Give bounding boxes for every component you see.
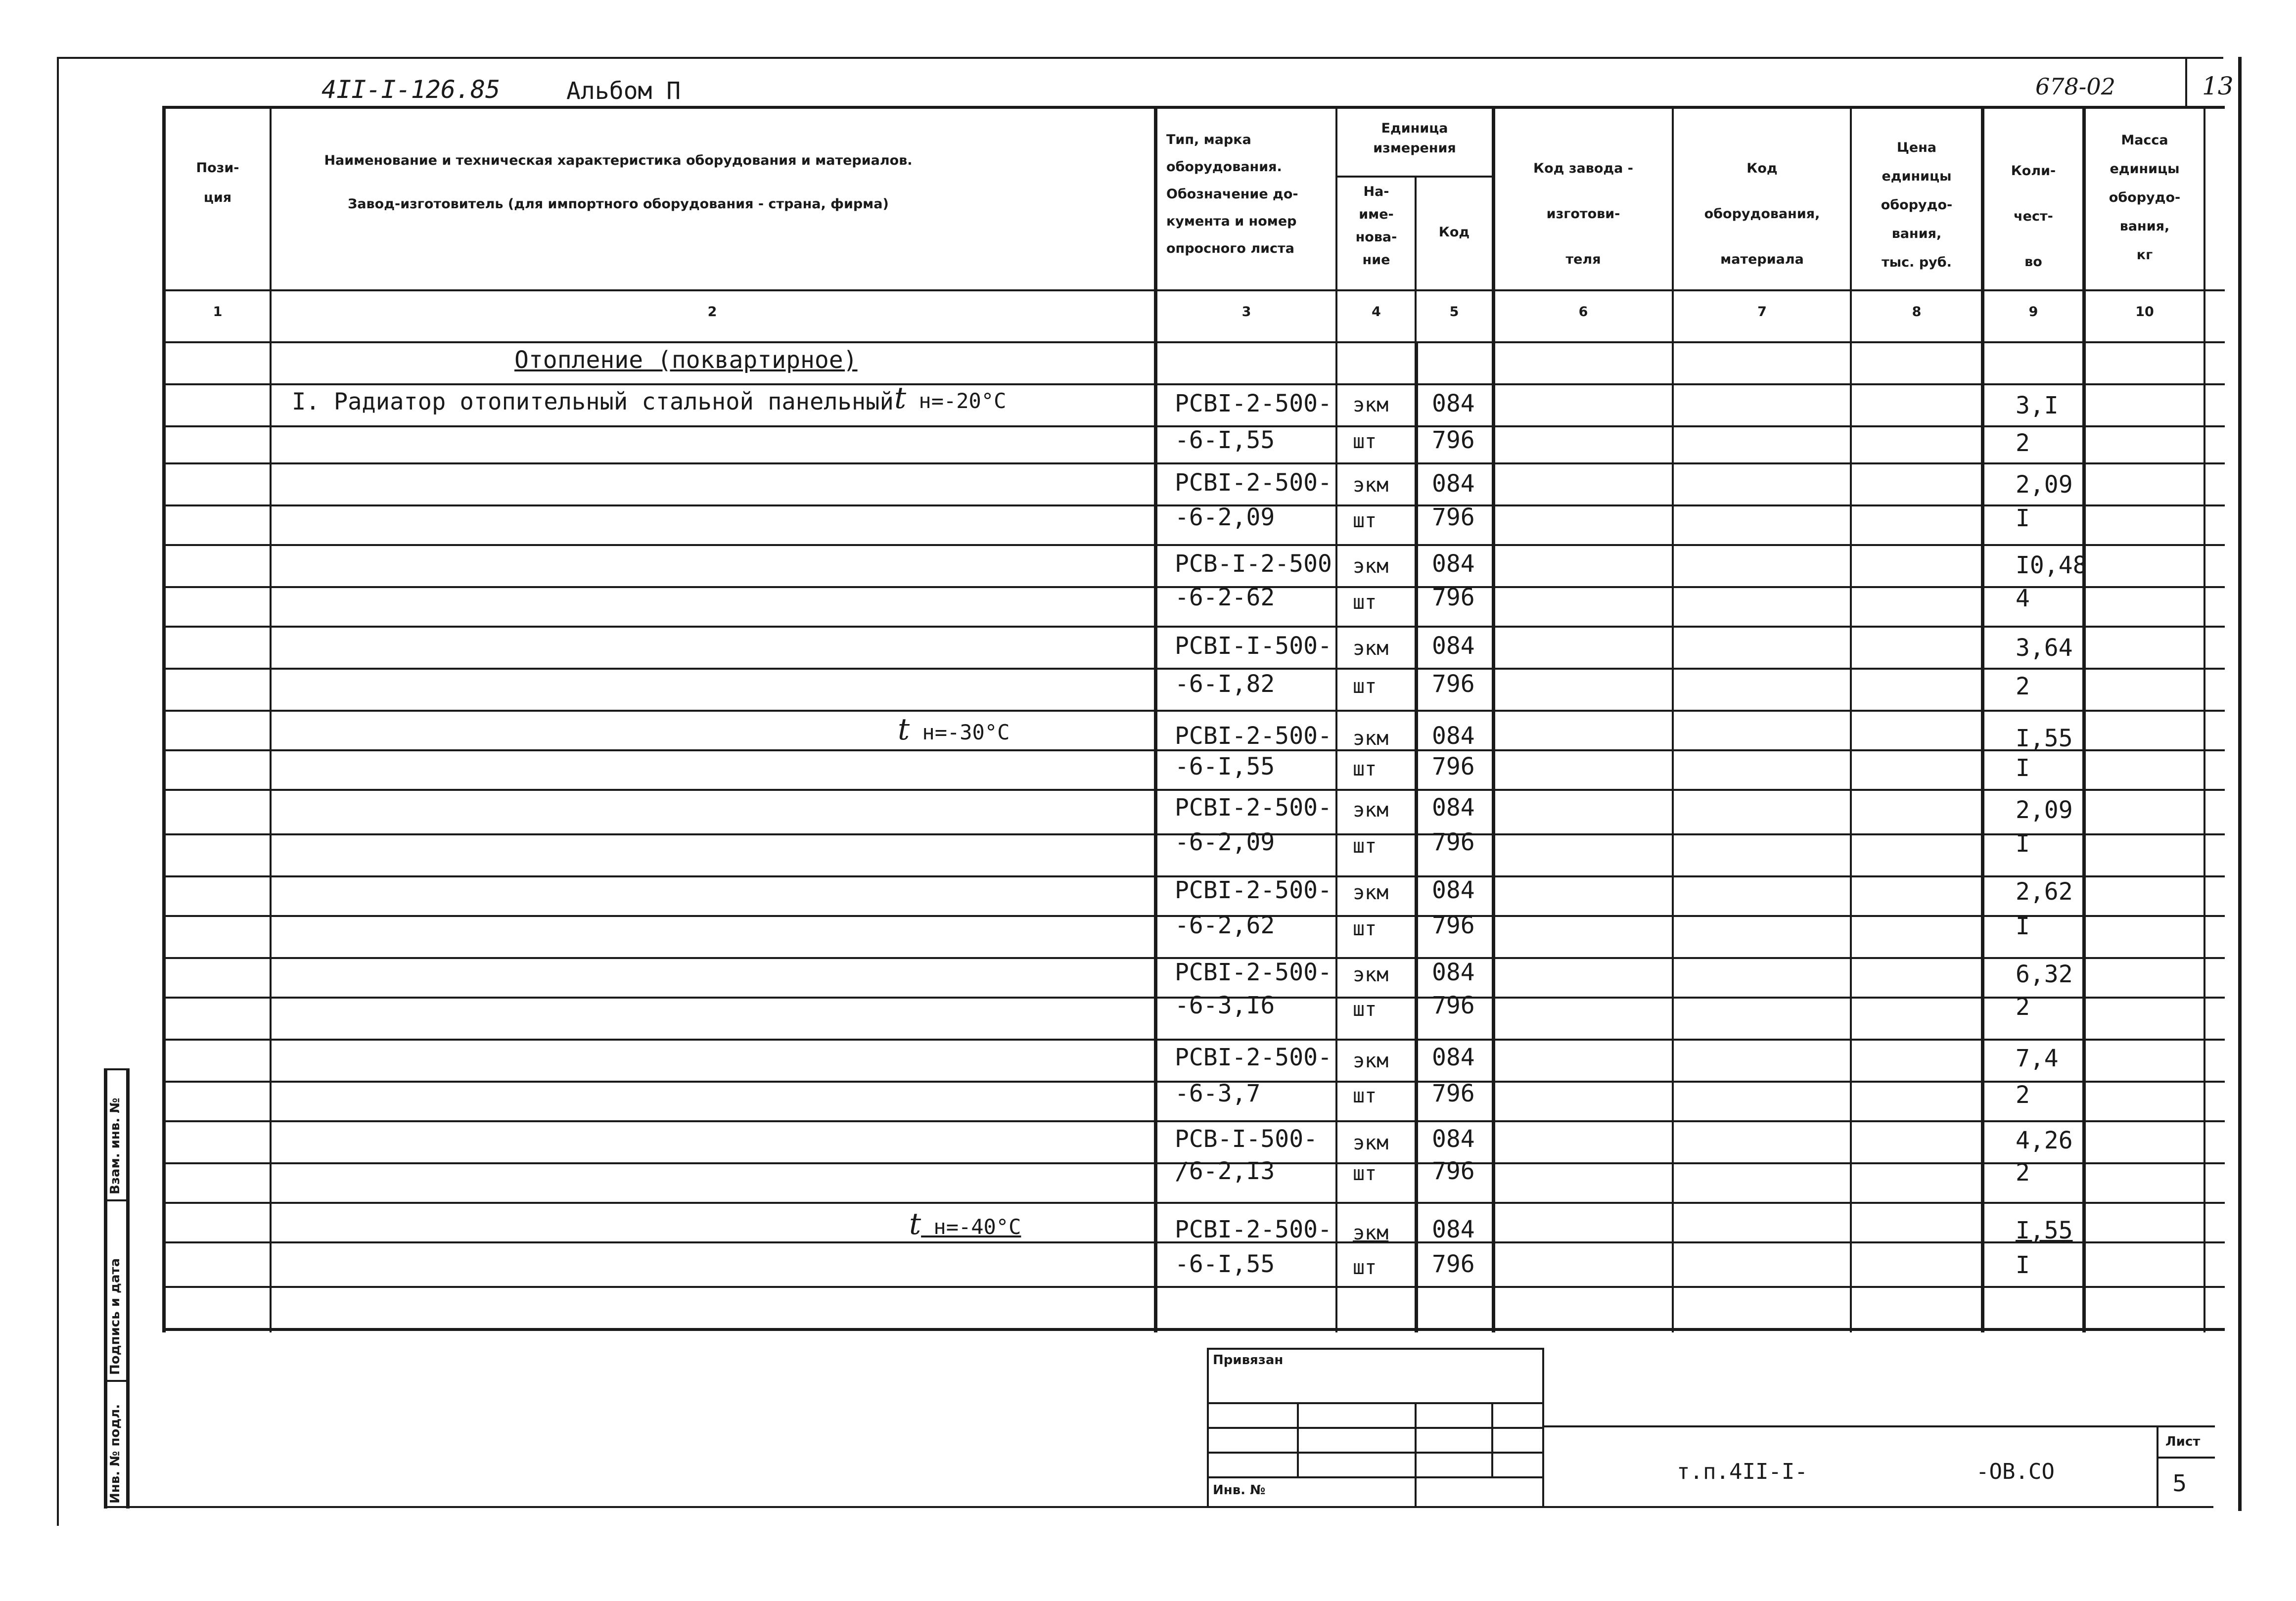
row-type: -6-I,55 [1175, 753, 1275, 780]
temp-symbol: t [909, 1207, 921, 1241]
row-unit: шт [1353, 675, 1377, 698]
row-qty: 2 [2016, 1159, 2030, 1187]
row-code: 084 [1432, 722, 1475, 750]
row-type: РСВI-2-500- [1175, 722, 1332, 750]
row-type: -6-2,09 [1175, 503, 1275, 531]
row-qty: 2,09 [2016, 796, 2073, 824]
temp-label-20 [894, 381, 1006, 415]
row-type: РСВI-2-500- [1175, 959, 1332, 986]
col-number-3: 3 [1241, 304, 1251, 320]
row-unit: шт [1353, 1256, 1377, 1279]
row-type: РСВI-2-500- [1175, 390, 1332, 417]
album-label: Альбом П [566, 77, 681, 105]
row-type: РСВI-2-500- [1175, 469, 1332, 497]
row-code: 084 [1432, 470, 1475, 498]
row-qty: I [2016, 1251, 2030, 1279]
row-unit: шт [1353, 509, 1377, 532]
row-unit: экм [1353, 963, 1389, 986]
temp-symbol: t [898, 712, 910, 747]
row-code: 796 [1432, 828, 1475, 856]
stamp-sheet-label: Лист [2165, 1434, 2201, 1449]
col-number-5: 5 [1449, 304, 1459, 320]
temp-value: н=-20°С [906, 389, 1007, 413]
project-number: 4II-I-126.85 [321, 75, 501, 104]
row-qty: 4,26 [2016, 1127, 2073, 1154]
header-unit-name-text: На- име- нова- ние [1355, 184, 1397, 268]
row-qty: 6,32 [2016, 961, 2073, 988]
stamp-privyazan: Привязан [1213, 1353, 1284, 1368]
row-type: -6-I,55 [1175, 426, 1275, 454]
header-quantity-text: Коли- чест- во [2011, 163, 2056, 270]
header-quantity [1984, 148, 2082, 285]
row-code: 796 [1432, 1157, 1475, 1185]
col-number-9: 9 [2028, 304, 2038, 320]
item-1-name: I. Радиатор отопительный стальной панельный [292, 388, 894, 415]
row-unit: шт [1353, 835, 1377, 858]
row-code: 084 [1432, 794, 1475, 822]
header-name-line2: Завод-изготовитель (для импортного оборудования - страна, фирма) [348, 196, 889, 212]
row-unit: экм [1353, 799, 1389, 822]
header-unit-code-text: Код [1438, 225, 1470, 240]
row-code: 796 [1432, 426, 1475, 454]
header-price [1852, 134, 1981, 277]
row-qty: I [2016, 504, 2030, 532]
section-title: Отопление (поквартирное) [514, 346, 858, 374]
row-unit: экм [1353, 555, 1389, 578]
stamp-sheet-number: 5 [2172, 1470, 2187, 1497]
header-name-line1: Наименование и техническая характеристика оборудования и материалов. [324, 153, 913, 168]
header-unit-group: Единица измерения [1373, 121, 1456, 156]
row-type: РСВ-I-500- [1175, 1125, 1318, 1153]
row-code: 796 [1432, 1080, 1475, 1107]
row-code: 796 [1432, 584, 1475, 611]
header-mass-text: Масса единицы оборудо- вания, кг [2109, 133, 2181, 263]
row-code: 796 [1432, 670, 1475, 698]
row-qty: 4 [2016, 585, 2030, 612]
row-type: РСВI-I-500- [1175, 632, 1332, 660]
temp-value: н=-30°С [910, 720, 1010, 744]
header-unit-code [1417, 220, 1491, 245]
doc-code: 678-02 [2035, 73, 2115, 100]
row-code: 084 [1432, 632, 1475, 660]
side-label-signature: Подпись и дата [108, 1258, 123, 1375]
row-unit: экм [1353, 1132, 1389, 1154]
stamp-document-number-left: т.п.4II-I- [1677, 1459, 1808, 1484]
row-qty: 2,09 [2016, 471, 2073, 499]
page-number: 13 [2202, 72, 2234, 100]
row-qty: 2 [2016, 993, 2030, 1021]
row-unit: экм [1353, 1222, 1389, 1244]
row-code: 084 [1432, 1125, 1475, 1153]
row-qty: 3,I [2016, 392, 2059, 419]
row-unit: шт [1353, 758, 1377, 780]
temp-label-40 [909, 1207, 1021, 1241]
row-qty: 2 [2016, 673, 2030, 700]
header-equipment-code [1674, 146, 1850, 282]
row-code: 796 [1432, 912, 1475, 939]
col-number-4: 4 [1372, 304, 1381, 320]
row-code: 796 [1432, 753, 1475, 780]
row-qty: I [2016, 830, 2030, 858]
row-type: РСВI-2-500- [1175, 1044, 1332, 1071]
row-code: 796 [1432, 1250, 1475, 1278]
col-number-6: 6 [1578, 304, 1588, 320]
row-unit: шт [1353, 1162, 1377, 1185]
header-position-text: Пози- ция [196, 160, 239, 205]
row-type: -6-3,I6 [1175, 992, 1275, 1019]
row-code: 084 [1432, 1044, 1475, 1071]
row-qty: I,55 [2016, 1217, 2073, 1244]
row-unit: экм [1353, 881, 1389, 904]
row-unit: шт [1353, 998, 1377, 1021]
row-qty: I,55 [2016, 725, 2073, 752]
row-code: 084 [1432, 550, 1475, 578]
header-equipment-code-text: Код оборудования, материала [1704, 161, 1820, 267]
row-code: 796 [1432, 503, 1475, 531]
stamp-inv-no: Инв. № [1213, 1483, 1266, 1498]
row-code: 084 [1432, 959, 1475, 986]
row-type: -6-2,62 [1175, 912, 1275, 939]
row-code: 796 [1432, 992, 1475, 1019]
row-qty: 3,64 [2016, 634, 2073, 662]
temp-value: н=-40°С [921, 1215, 1021, 1239]
header-mass [2086, 126, 2204, 270]
row-unit: шт [1353, 591, 1377, 614]
row-code: 084 [1432, 390, 1475, 417]
row-type: /6-2,I3 [1175, 1157, 1275, 1185]
row-qty: I [2016, 754, 2030, 782]
row-unit: экм [1353, 1050, 1389, 1072]
row-code: 084 [1432, 876, 1475, 904]
row-type: РСВI-2-500- [1175, 794, 1332, 822]
temp-label-30 [898, 712, 1010, 747]
col-number-10: 10 [2135, 304, 2154, 320]
header-position [166, 153, 270, 213]
row-code: 084 [1432, 1216, 1475, 1243]
header-unit-name [1338, 181, 1415, 272]
header-type-text: Тип, марка оборудования. Обозначение до- кумента и номер опросного листа [1166, 132, 1298, 256]
row-qty: 7,4 [2016, 1045, 2059, 1072]
row-qty: 2,62 [2016, 878, 2073, 906]
row-unit: экм [1353, 474, 1389, 497]
row-type: -6-I,55 [1175, 1250, 1275, 1278]
row-type: РСВI-2-500- [1175, 876, 1332, 904]
header-unit [1338, 119, 1491, 158]
stamp-document-number-right: -ОВ.СО [1976, 1459, 2055, 1484]
header-factory-code-text: Код завода - изготови- теля [1533, 161, 1633, 267]
row-type: -6-2,09 [1175, 828, 1275, 856]
row-type: РСВ-I-2-500 [1175, 550, 1332, 578]
col-number-7: 7 [1757, 304, 1767, 320]
row-type: -6-3,7 [1175, 1080, 1261, 1107]
temp-symbol: t [894, 381, 907, 415]
row-unit: экм [1353, 727, 1389, 750]
row-qty: I0,48 [2016, 551, 2087, 579]
col-number-2: 2 [707, 304, 717, 320]
row-qty: 2 [2016, 1081, 2030, 1109]
header-price-text: Цена единицы оборудо- вания, тыс. руб. [1881, 140, 1953, 270]
side-label-replacement: Взам. инв. № [108, 1098, 123, 1194]
header-type [1166, 126, 1334, 262]
row-type: -6-I,82 [1175, 670, 1275, 698]
header-factory-code [1495, 146, 1672, 282]
row-qty: 2 [2016, 429, 2030, 457]
row-unit: шт [1353, 917, 1377, 940]
header-name [272, 148, 1152, 217]
row-qty: I [2016, 913, 2030, 940]
row-unit: экм [1353, 394, 1389, 416]
row-unit: экм [1353, 637, 1389, 660]
side-label-inventory: Инв. № подл. [108, 1404, 123, 1504]
row-type: РСВI-2-500- [1175, 1216, 1332, 1243]
row-unit: шт [1353, 1085, 1377, 1107]
row-unit: шт [1353, 430, 1377, 453]
col-number-1: 1 [213, 304, 223, 320]
row-type: -6-2-62 [1175, 584, 1275, 611]
col-number-8: 8 [1912, 304, 1922, 320]
